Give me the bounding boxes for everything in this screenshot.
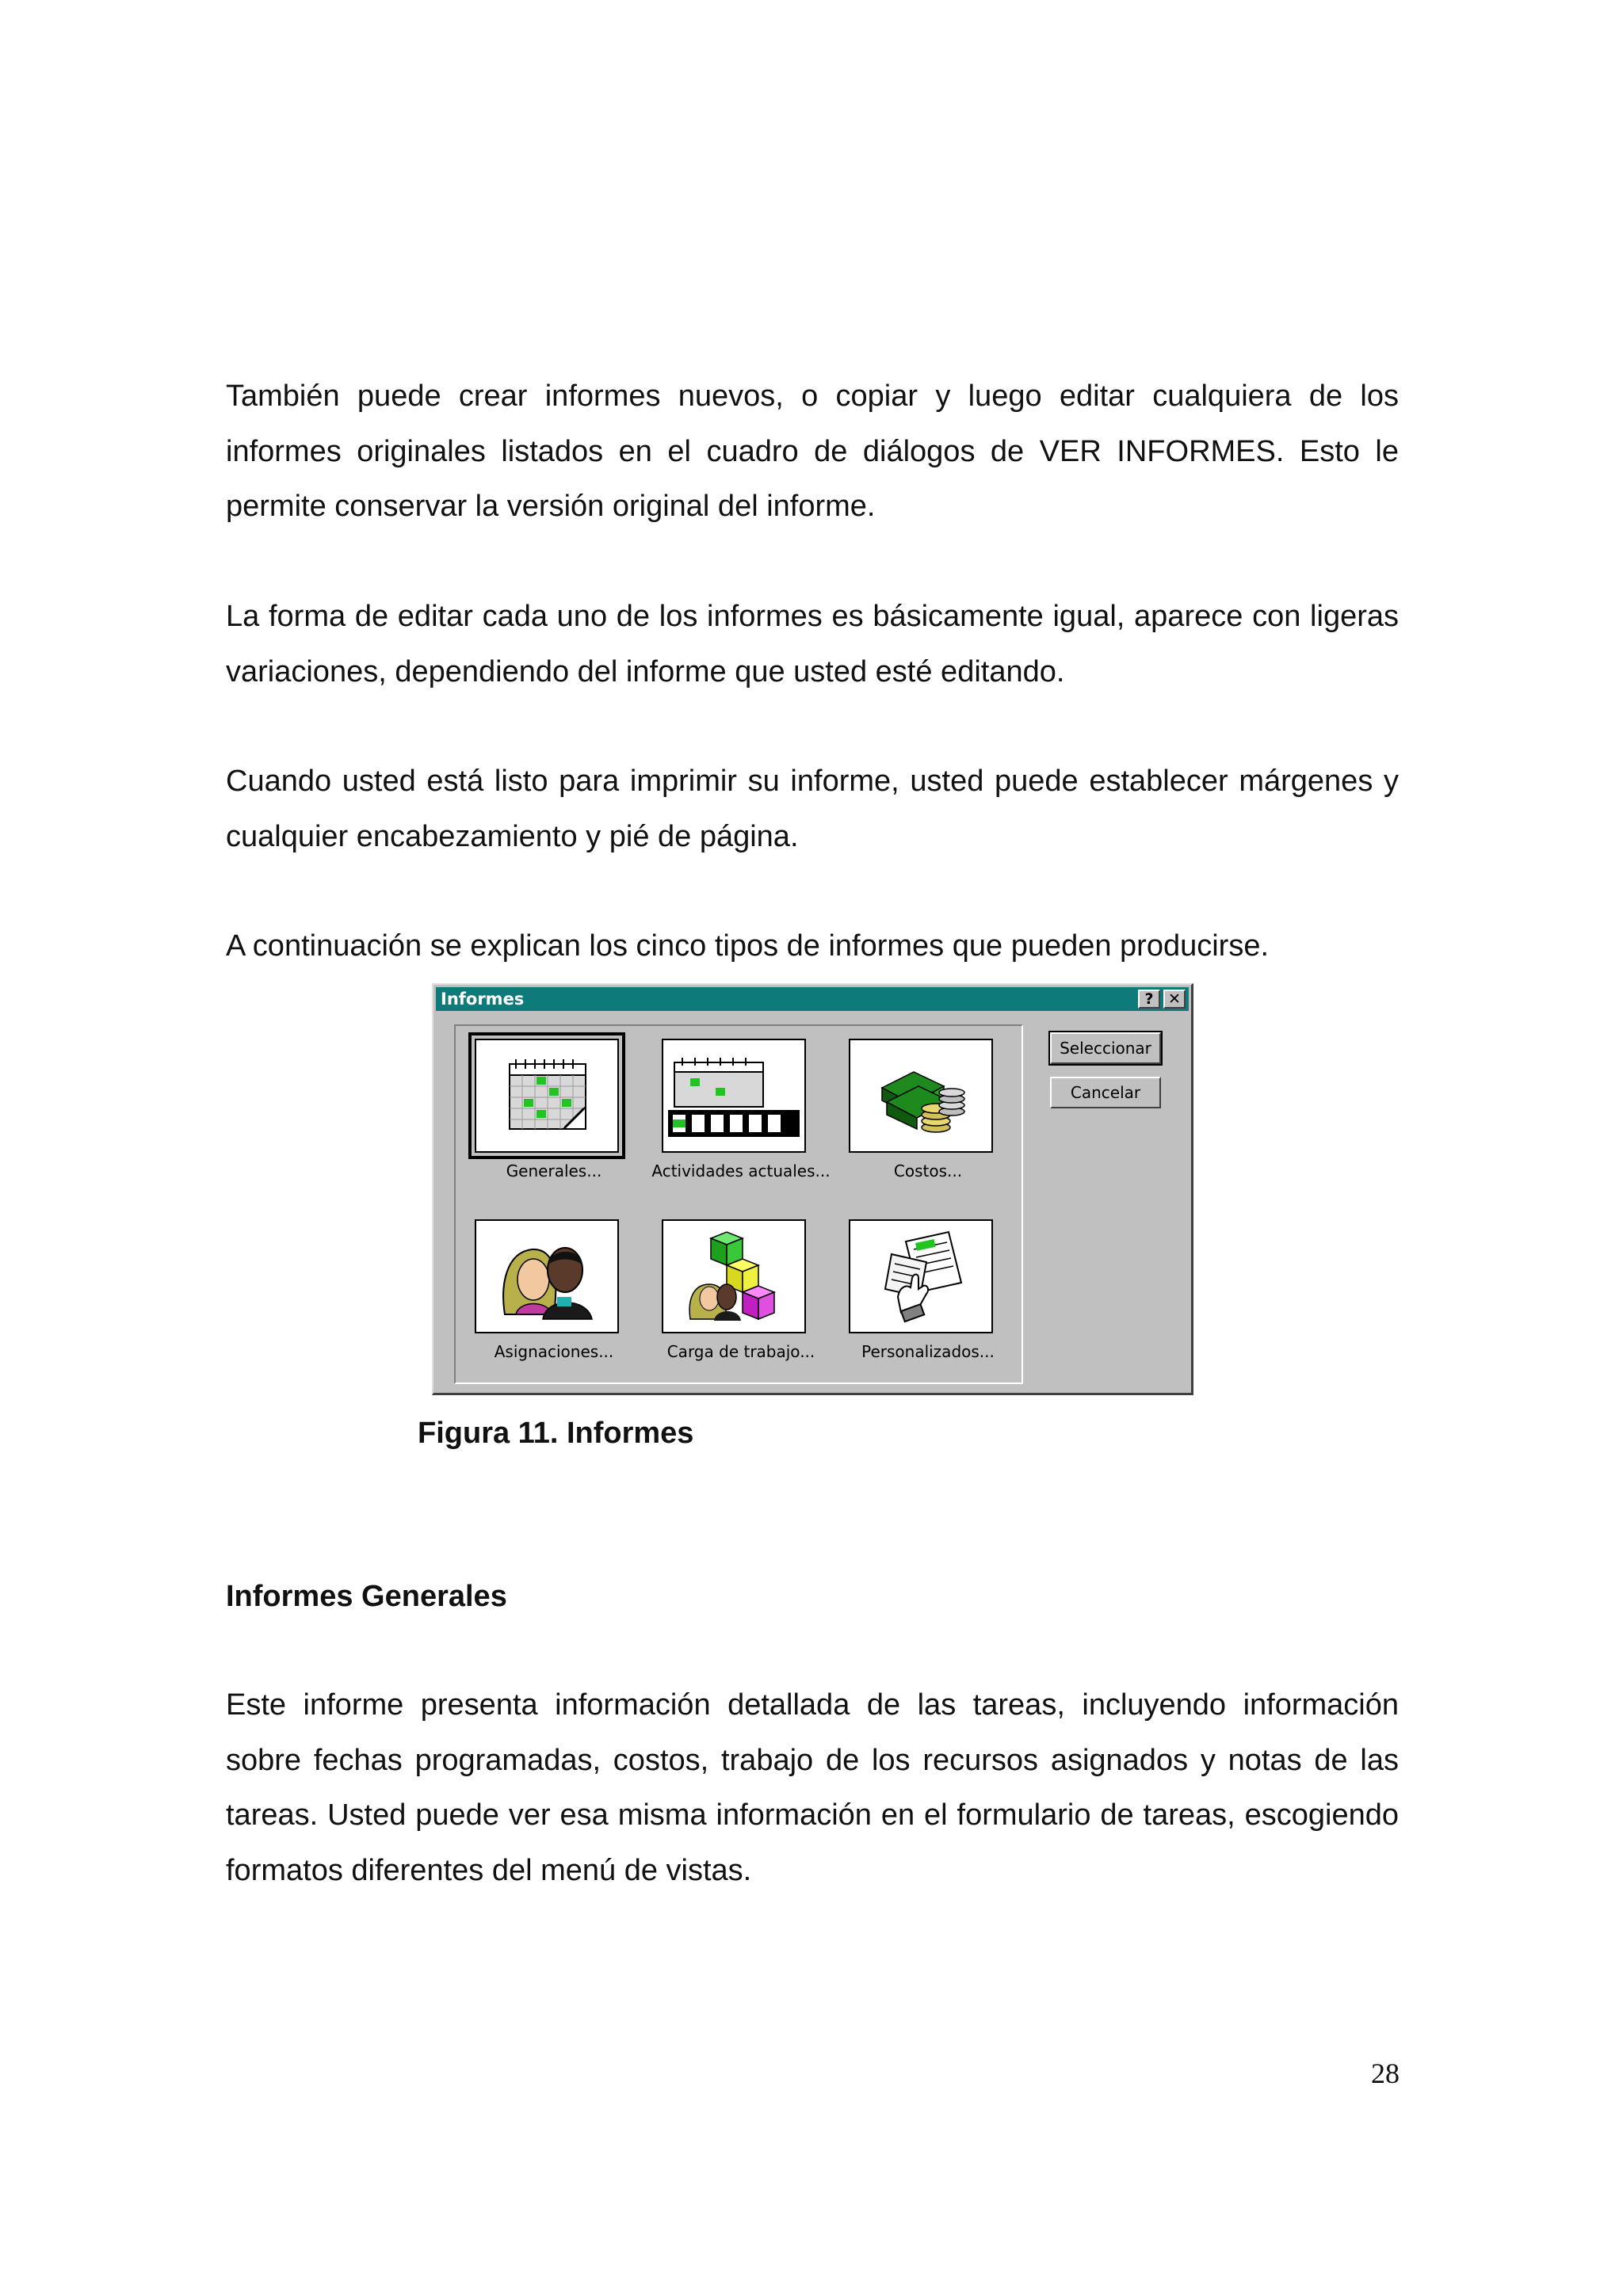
help-button[interactable]: ? bbox=[1138, 990, 1160, 1009]
report-label-carga: Carga de trabajo... bbox=[666, 1342, 815, 1361]
report-tile-personalizados[interactable] bbox=[849, 1219, 993, 1333]
report-label-generales: Generales... bbox=[506, 1161, 602, 1180]
report-costos[interactable] bbox=[834, 1031, 1022, 1197]
report-tile-generales[interactable] bbox=[475, 1039, 619, 1153]
hand-document-icon bbox=[850, 1221, 991, 1332]
calendar-timeline-icon bbox=[663, 1040, 804, 1151]
paragraph-3: Cuando usted está listo para imprimir su informe, usted puede establecer márgenes y cualquier encabezamiento y pié de página. bbox=[226, 765, 1399, 853]
report-tile-asignaciones[interactable] bbox=[475, 1219, 619, 1333]
paragraph-2: La forma de editar cada uno de los informes es básicamente igual, aparece con ligeras variaciones, dependiendo del informe que usted esté editando. bbox=[226, 600, 1399, 688]
report-tile-carga[interactable] bbox=[662, 1219, 806, 1333]
report-asignaciones[interactable] bbox=[460, 1211, 647, 1378]
workload-blocks-icon bbox=[663, 1221, 804, 1332]
money-stack-icon bbox=[850, 1040, 991, 1151]
figure-caption: Figura 11. Informes bbox=[418, 1417, 694, 1450]
paragraph-4: A continuación se explican los cinco tipos de informes que pueden producirse. bbox=[226, 929, 1270, 963]
report-label-personalizados: Personalizados... bbox=[861, 1342, 995, 1361]
page-number: 28 bbox=[1371, 2058, 1400, 2089]
informes-dialog bbox=[432, 983, 1193, 1395]
paragraph-1: También puede crear informes nuevos, o copiar y luego editar cualquiera de los informes originales listados en el cuadro de diálogos de VER INFORMES. Esto le permite conservar la versión original del informe. bbox=[226, 379, 1399, 523]
report-carga-de-trabajo[interactable] bbox=[647, 1211, 834, 1378]
close-button[interactable]: ✕ bbox=[1163, 990, 1186, 1009]
select-button[interactable]: Seleccionar bbox=[1050, 1032, 1161, 1064]
section-paragraph: Este informe presenta información detallada de las tareas, incluyendo información sobre fechas programadas, costos, trabajo de los recursos asignados y notas de las tareas. Usted puede ver esa misma información en el formulario de tareas, escogiendo formatos diferentes del menú de vistas. bbox=[226, 1688, 1399, 1887]
report-actividades-actuales[interactable] bbox=[647, 1031, 834, 1197]
report-generales[interactable] bbox=[460, 1031, 647, 1197]
dialog-title: Informes bbox=[441, 990, 525, 1009]
report-icon-panel bbox=[454, 1024, 1023, 1384]
report-label-actividades: Actividades actuales... bbox=[651, 1161, 831, 1180]
report-label-asignaciones: Asignaciones... bbox=[494, 1342, 614, 1361]
people-icon bbox=[476, 1221, 617, 1332]
calendar-grid-icon bbox=[476, 1040, 617, 1151]
report-label-costos: Costos... bbox=[893, 1161, 963, 1180]
report-personalizados[interactable] bbox=[834, 1211, 1022, 1378]
report-tile-actividades[interactable] bbox=[662, 1039, 806, 1153]
report-tile-costos[interactable] bbox=[849, 1039, 993, 1153]
cancel-button[interactable]: Cancelar bbox=[1050, 1077, 1161, 1108]
section-heading: Informes Generales bbox=[226, 1580, 507, 1613]
dialog-titlebar[interactable] bbox=[436, 987, 1189, 1011]
